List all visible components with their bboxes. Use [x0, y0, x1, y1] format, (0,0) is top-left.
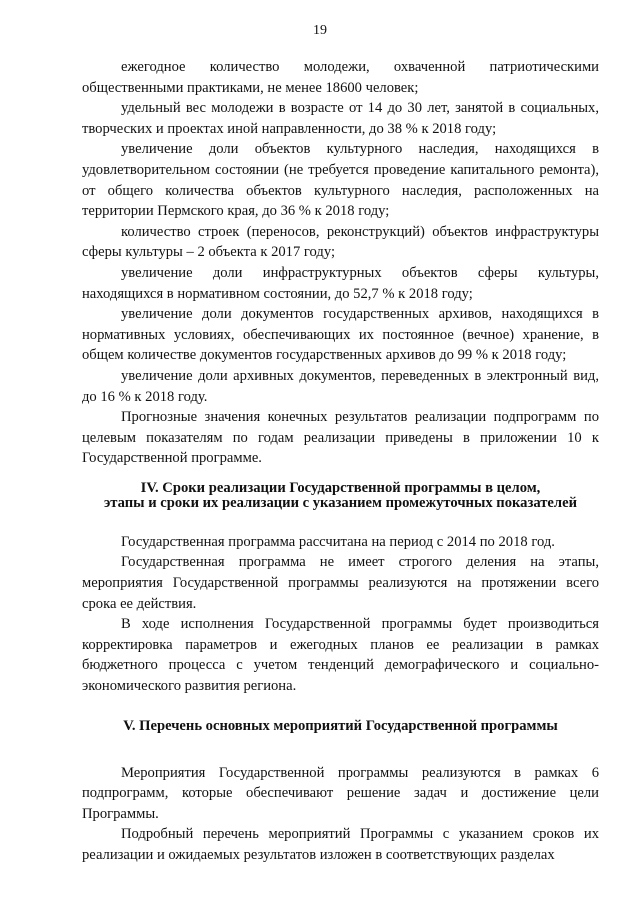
- page-number: 19: [313, 23, 327, 38]
- page-content: [82, 57, 599, 866]
- paragraph: увеличение доли архивных документов, переведенных в электронный вид, до 16 % к 2018 году.: [82, 367, 599, 405]
- paragraph: удельный вес молодежи в возрасте от 14 до 30 лет, занятой в социальных, творческих и проектах иной направленности, до 38 % к 2018 году;: [82, 100, 599, 137]
- paragraph: Мероприятия Государственной программы реализуются в рамках 6 подпрограмм, которые обеспечивают решение задач и достижение цели Программы.: [82, 764, 599, 822]
- section-4-heading-line-2: этапы и сроки их реализации с указанием промежуточных показателей: [104, 494, 577, 511]
- section-4-heading-line-1: IV. Сроки реализации Государственной программы в целом,: [140, 479, 541, 496]
- paragraph: увеличение доли документов государственных архивов, находящихся в нормативных условиях, обеспечивающих их постоянное (вечное) хранение, в общем количестве документов государственных архивов до 99 % к 2018 году;: [82, 306, 599, 364]
- paragraph: Прогнозные значения конечных результатов реализации подпрограмм по целевым показателям по годам реализации приведены в приложении 10 к Государственной программе.: [82, 409, 599, 467]
- paragraph: Государственная программа не имеет строгого деления на этапы, мероприятия Государственной программы реализуются на протяжении всего срока ее действия.: [82, 554, 599, 612]
- paragraph: В ходе исполнения Государственной программы будет производиться корректировка параметров и ежегодных планов ее реализации в рамках бюджетного процесса с учетом тенденций демографического и социально-экономического развития региона.: [82, 616, 599, 695]
- paragraph: увеличение доли объектов культурного наследия, находящихся в удовлетворительном состоянии (не требуется проведение капитального ремонта), от общего количества объектов культурного наследия, расположенных на территории Пермского края, до 36 % к 2018 году;: [82, 141, 599, 220]
- paragraph: Подробный перечень мероприятий Программы с указанием сроков их реализации и ожидаемых результатов изложен в соответствующих разделах: [82, 826, 599, 863]
- section-5-heading: V. Перечень основных мероприятий Государственной программы: [123, 717, 558, 734]
- paragraph: Государственная программа рассчитана на период с 2014 по 2018 год.: [121, 533, 555, 550]
- paragraph: ежегодное количество молодежи, охваченной патриотическими общественными практиками, не менее 18600 человек;: [82, 59, 599, 96]
- paragraph: увеличение доли инфраструктурных объектов сферы культуры, находящихся в нормативном состоянии, до 52,7 % к 2018 году;: [82, 264, 599, 302]
- paragraph: количество строек (переносов, реконструкций) объектов инфраструктуры сферы культуры – 2 объекта к 2017 году;: [82, 223, 599, 261]
- section-4-heading: [82, 481, 599, 511]
